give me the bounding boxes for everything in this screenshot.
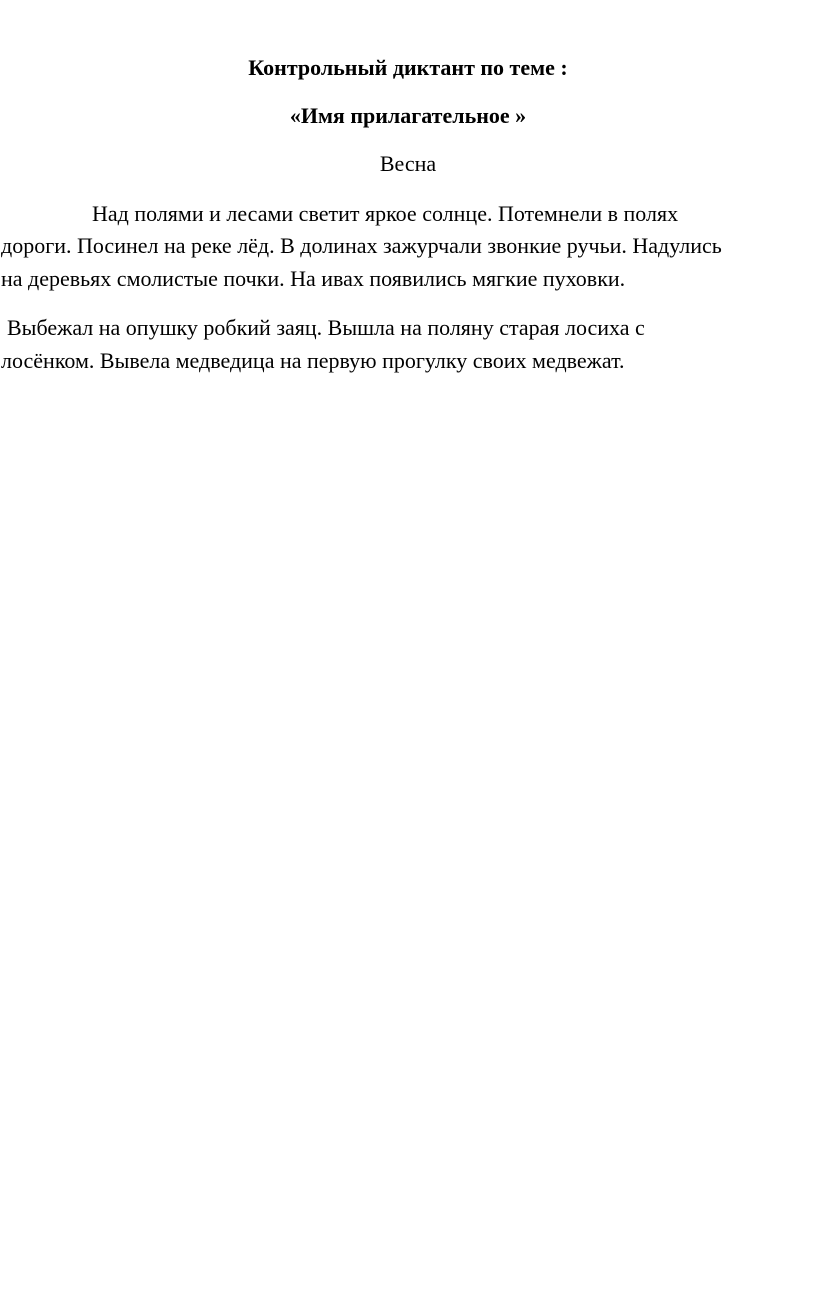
paragraph-line: на деревьях смолистые почки. На ивах появились мягкие пуховки. xyxy=(1,266,626,291)
paragraph-line: лосёнком. Вывела медведица на первую прогулку своих медвежат. xyxy=(1,348,625,373)
dictation-topic: «Имя прилагательное » xyxy=(289,103,527,128)
paragraph-line: Над полями и лесами светит яркое солнце. Потемнели в полях xyxy=(92,201,679,226)
dictation-heading: Контрольный диктант по теме : xyxy=(248,55,568,80)
paragraph-line: дороги. Посинел на реке лёд. В долинах зажурчали звонкие ручьи. Надулись xyxy=(1,233,722,258)
paragraph-line: Выбежал на опушку робкий заяц. Вышла на поляну старая лосиха с xyxy=(7,315,645,340)
story-title: Весна xyxy=(379,151,437,176)
